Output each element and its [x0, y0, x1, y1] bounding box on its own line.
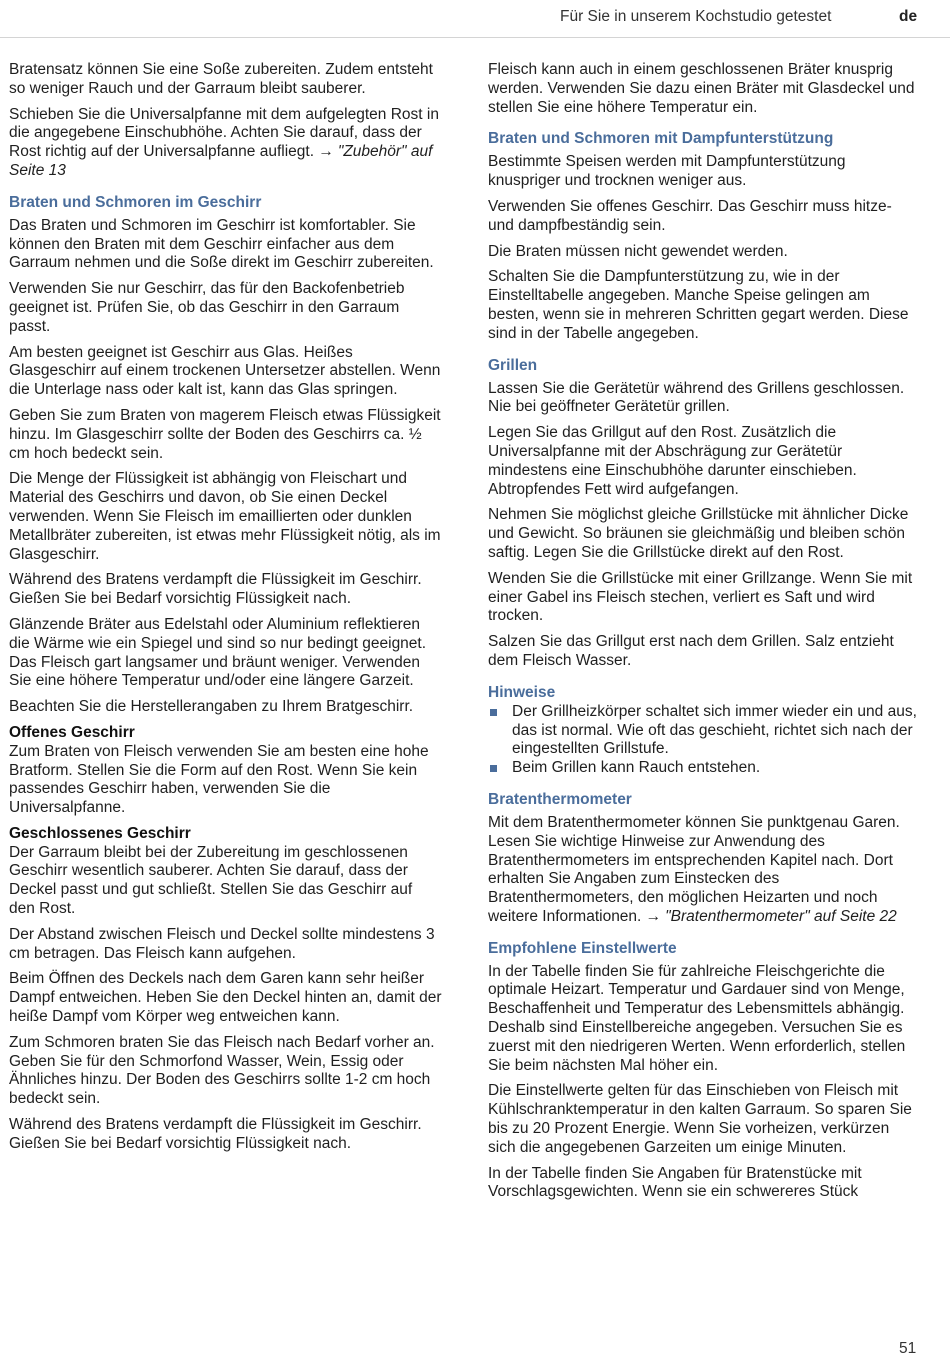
paragraph	[488, 814, 920, 927]
paragraph: In der Tabelle finden Sie Angaben für Bratenstücke mit Vorschlagsgewichten. Wenn sie ein schwereres Stück	[488, 1164, 862, 1201]
paragraph: Die Menge der Flüssigkeit ist abhängig von Fleischart und Material des Geschirrs und davon, ob Sie einen Deckel verwenden. Wenn Sie Fleisch im emaillierten oder dunklen Metallbräter zubereiten, ist etwas mehr Flüssigkeit nötig, als im Glasgeschirr.	[9, 470, 441, 563]
subheading	[9, 724, 442, 743]
arrow-icon: →	[318, 143, 334, 161]
paragraph: Die Braten müssen nicht gewendet werden.	[488, 242, 788, 260]
paragraph: Bratensatz können Sie eine Soße zubereiten. Zudem entsteht so weniger Rauch und der Garraum bleibt sauberer.	[9, 61, 433, 97]
paragraph-text: Mit dem Bratenthermometer können Sie punktgenau Garen. Lesen Sie wichtige Hinweise zur Anwendung des Bratenthermometers im entsprechenden Kapitel nach. Dort erhalten Sie Angaben zum Einstecken des Bratenthermometers, den möglichen Heizarten und noch weitere Informationen.	[488, 813, 900, 925]
list-item-text: Beim Grillen kann Rauch entstehen.	[512, 759, 761, 777]
section-heading: Bratenthermometer	[488, 790, 632, 808]
section-heading: Hinweise	[488, 683, 556, 701]
paragraph: Schalten Sie die Dampfunterstützung zu, wie in der Einstelltabelle angegeben. Manche Speise gelingen am besten, wenn sie in mehreren Schritten gegart werden. Diese sind in der Tabelle angegeben.	[488, 268, 909, 342]
paragraph: Legen Sie das Grillgut auf den Rost. Zusätzlich die Universalpfanne mit der Abschrägung zur Gerätetür mindestens eine Einschubhöhe darunter einschieben. Abtropfendes Fett wird aufgefangen.	[488, 424, 857, 498]
paragraph: Fleisch kann auch in einem geschlossenen Bräter knusprig werden. Verwenden Sie dazu einen Bräter mit Glasdeckel und stellen Sie eine höhere Temperatur ein.	[488, 61, 915, 116]
paragraph: Salzen Sie das Grillgut erst nach dem Grillen. Salz entzieht dem Fleisch Wasser.	[488, 633, 894, 669]
paragraph-text: Schieben Sie die Universalpfanne mit dem aufgelegten Rost in die angegebene Einschubhöhe. Achten Sie darauf, dass der Rost richtig auf der Universalpfanne aufliegt.	[9, 105, 439, 161]
page-header	[0, 8, 950, 28]
paragraph: Die Einstellwerte gelten für das Einschieben von Fleisch mit Kühlschranktemperatur in den kalten Garraum. So sparen Sie bis zu 20 Prozent Energie. Wenn Sie vorheizen, verkürzen sich die angegebenen Garzeiten um einige Minuten.	[488, 1082, 912, 1156]
list-item	[488, 703, 920, 759]
list-item	[488, 759, 920, 778]
paragraph: Bestimmte Speisen werden mit Dampfunterstützung knuspriger und trocknen weniger aus.	[488, 153, 846, 190]
subheading	[9, 825, 442, 844]
page-number: 51	[899, 1340, 917, 1357]
paragraph: Beim Öffnen des Deckels nach dem Garen kann sehr heißer Dampf entweichen. Heben Sie den Deckel hinten an, damit der heiße Dampf vom Körper weg entweichen kann.	[9, 970, 442, 1026]
paragraph: Nehmen Sie möglichst gleiche Grillstücke mit ähnlicher Dicke und Gewicht. So bräunen sie gleichmäßig und bleiben schön saftig. Legen Sie die Grillstücke direkt auf den Rost.	[488, 506, 909, 561]
paragraph: Der Garraum bleibt bei der Zubereitung im geschlossenen Geschirr wesentlich sauberer. Achten Sie darauf, dass der Deckel passt und gut schließt. Stellen Sie das Geschirr auf den Rost.	[9, 843, 413, 918]
header-title: Für Sie in unserem Kochstudio getestet	[560, 8, 832, 25]
section-heading: Braten und Schmoren im Geschirr	[9, 193, 262, 211]
right-column	[488, 61, 920, 1209]
paragraph: Geben Sie zum Braten von magerem Fleisch etwas Flüssigkeit hinzu. Im Glasgeschirr sollte der Boden des Geschirrs ca. ½ cm hoch bedeckt sein.	[9, 406, 441, 462]
paragraph: Während des Bratens verdampft die Flüssigkeit im Geschirr. Gießen Sie bei Bedarf vorsichtig Flüssigkeit nach.	[9, 1116, 422, 1152]
paragraph: Verwenden Sie offenes Geschirr. Das Geschirr muss hitze- und dampfbeständig sein.	[488, 197, 892, 234]
subheading-label: Geschlossenes Geschirr	[9, 824, 191, 842]
paragraph: Verwenden Sie nur Geschirr, das für den Backofenbetrieb geeignet ist. Prüfen Sie, ob das Geschirr in den Garraum passt.	[9, 280, 405, 335]
bullet-square-icon	[490, 765, 497, 772]
left-column	[9, 61, 442, 1161]
paragraph: Der Abstand zwischen Fleisch und Deckel sollte mindestens 3 cm betragen. Das Fleisch kann aufgehen.	[9, 925, 435, 962]
paragraph: Zum Braten von Fleisch verwenden Sie am besten eine hohe Bratform. Stellen Sie die Form auf den Rost. Wenn Sie kein passendes Geschirr haben, verwenden Sie die Universalpfanne.	[9, 742, 429, 817]
notes-list	[488, 703, 920, 778]
paragraph: Lassen Sie die Gerätetür während des Grillens geschlossen. Nie bei geöffneter Gerätetür grillen.	[488, 379, 905, 416]
section-heading: Braten und Schmoren mit Dampfunterstützung	[488, 130, 834, 148]
list-item-text: Der Grillheizkörper schaltet sich immer wieder ein und aus, das ist normal. Wie oft das geschieht, richtet sich nach der eingestellten Grillstufe.	[512, 702, 917, 758]
paragraph: Während des Bratens verdampft die Flüssigkeit im Geschirr. Gießen Sie bei Bedarf vorsichtig Flüssigkeit nach.	[9, 571, 422, 608]
paragraph: In der Tabelle finden Sie für zahlreiche Fleischgerichte die optimale Heizart. Temperatur und Gardauer sind von Menge, Beschaffenheit und Temperatur des Lebensmittels abhängig. Deshalb sind Einstellbereiche angegeben. Versuchen Sie es zuerst mit den niedrigeren Werten. Wenn erforderlich, stellen Sie beim nächsten Mal höher ein.	[488, 962, 906, 1074]
cross-reference-link[interactable]: "Bratenthermometer" auf Seite 22	[665, 907, 897, 925]
bullet-square-icon	[490, 709, 497, 716]
section-heading: Grillen	[488, 356, 538, 374]
paragraph: Am besten geeignet ist Geschirr aus Glas. Heißes Glasgeschirr auf einem trockenen Untersetzer abstellen. Wenn die Unterlage nass oder kalt ist, kann das Glas springen.	[9, 343, 441, 399]
paragraph: Wenden Sie die Grillstücke mit einer Grillzange. Wenn Sie mit einer Gabel ins Fleisch stechen, verliert es Saft und wird trocken.	[488, 569, 913, 625]
paragraph: Zum Schmoren braten Sie das Fleisch nach Bedarf vorher an. Geben Sie für den Schmorfond Wasser, Wein, Essig oder Ähnliches hinzu. Der Boden des Geschirrs sollte 1-2 cm hoch bedeckt sein.	[9, 1033, 435, 1108]
paragraph	[9, 106, 442, 181]
subheading-label: Offenes Geschirr	[9, 723, 135, 741]
paragraph: Beachten Sie die Herstellerangaben zu Ihrem Bratgeschirr.	[9, 698, 414, 716]
paragraph: Das Braten und Schmoren im Geschirr ist komfortabler. Sie können den Braten mit dem Geschirr einfacher aus dem Garraum nehmen und die Soße direkt im Geschirr zubereiten.	[9, 216, 434, 272]
paragraph: Glänzende Bräter aus Edelstahl oder Aluminium reflektieren die Wärme wie ein Spiegel und sind so nur bedingt geeignet. Das Fleisch gart langsamer und bräunt weniger. Verwenden Sie eine höhere Temperatur und/oder eine längere Garzeit.	[9, 615, 427, 690]
header-divider	[0, 37, 950, 38]
language-tag: de	[899, 8, 918, 25]
arrow-icon: →	[645, 907, 662, 925]
section-heading: Empfohlene Einstellwerte	[488, 939, 677, 957]
cross-reference-link[interactable]: "Zubehör" auf Seite 13	[9, 143, 433, 179]
